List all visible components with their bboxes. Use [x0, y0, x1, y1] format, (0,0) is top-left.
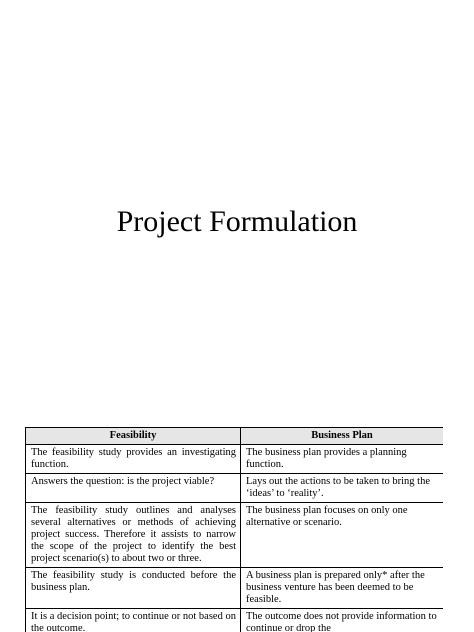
business-plan-cell: Lays out the actions to be taken to bring the ‘ideas’ to ‘reality’.	[241, 474, 444, 503]
table-row	[26, 609, 444, 632]
business-plan-cell: The outcome does not provide information to continue or drop the	[241, 609, 444, 632]
comparison-table	[25, 427, 443, 632]
business-plan-cell: A business plan is prepared only* after the business venture has been deemed to be feasible.	[241, 568, 444, 609]
slide-title: Project Formulation	[116, 205, 358, 238]
header-business-plan: Business Plan	[241, 428, 444, 445]
feasibility-cell: Answers the question: is the project viable?	[26, 474, 241, 503]
business-plan-cell: The business plan focuses on only one alternative or scenario.	[241, 503, 444, 568]
table-row	[26, 445, 444, 474]
table-row	[26, 568, 444, 609]
feasibility-cell: The feasibility study outlines and analyses several alternatives or methods of achieving project success. Therefore it assists to narrow the scope of the project to identify the best project scenario(s) to about two or three.	[26, 503, 241, 568]
feasibility-cell: The feasibility study provides an investigating function.	[26, 445, 241, 474]
business-plan-cell: The business plan provides a planning function.	[241, 445, 444, 474]
feasibility-cell: The feasibility study is conducted before the business plan.	[26, 568, 241, 609]
header-feasibility: Feasibility	[26, 428, 241, 445]
table-header-row	[26, 428, 444, 445]
table-row	[26, 503, 444, 568]
table-row	[26, 474, 444, 503]
comparison-table-container	[25, 427, 443, 632]
feasibility-cell: It is a decision point; to continue or not based on the outcome.	[26, 609, 241, 632]
